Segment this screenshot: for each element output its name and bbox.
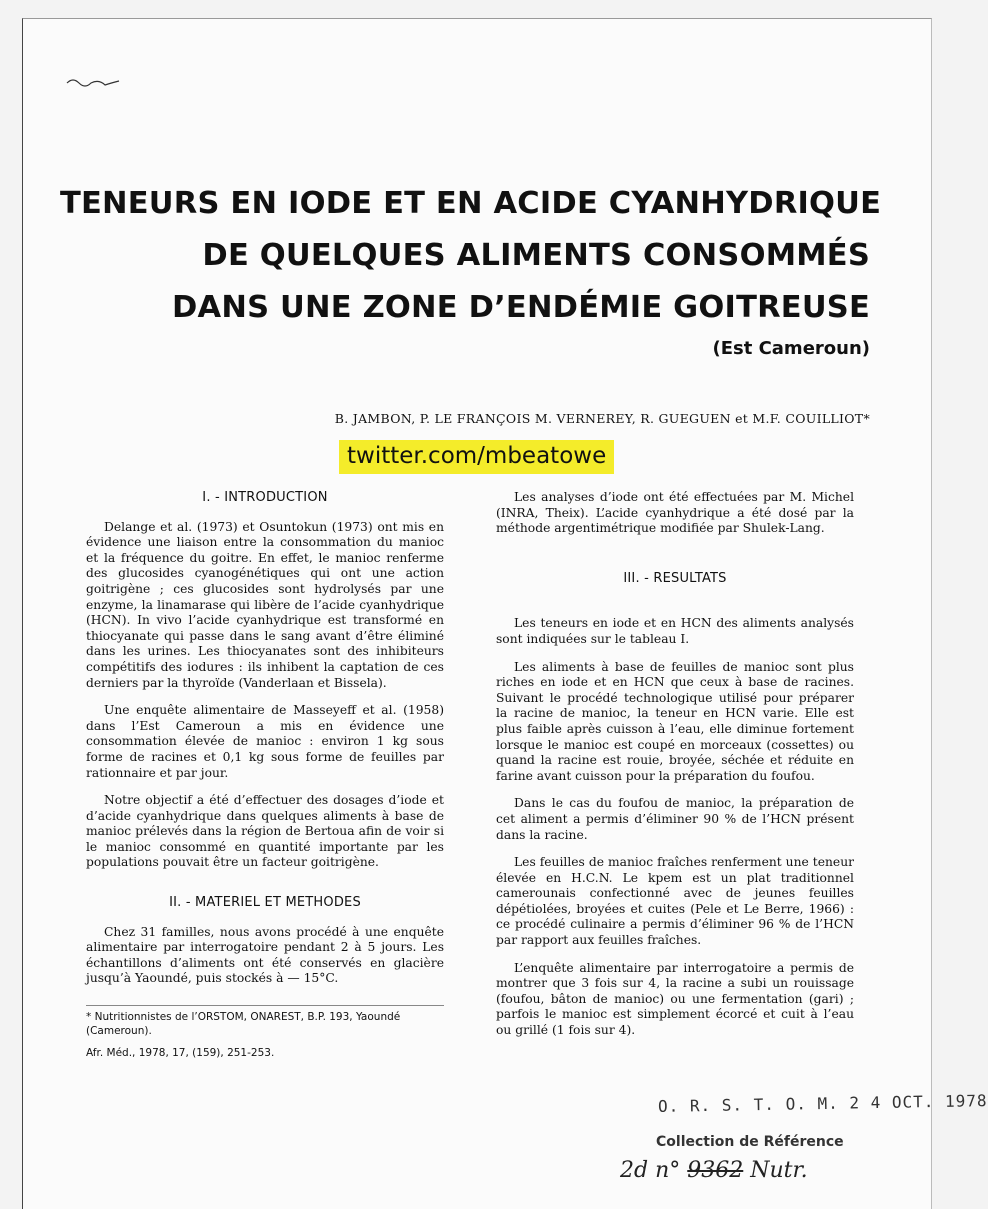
- number-label: n°: [655, 1158, 681, 1183]
- paragraph: Les feuilles de manioc fraîches renferment une teneur élevée en H.C.N. Le kpem est un plat traditionnel camerounais confectionné avec de jeunes feuilles dépétiolées, broyées et cuites (Pele et Le Berre, 1966) : ce procédé culinaire a permis d’éliminer 96 % de l’HCN par rapport aux feuilles fraîches.: [496, 855, 854, 948]
- date-stamp: O. R. S. T. O. M. 2 4 OCT. 1978: [657, 1091, 988, 1116]
- paragraph: Notre objectif a été d’effectuer des dosages d’iode et d’acide cyanhydrique dans quelques aliments à base de manioc prélevés dans la région de Bertoua afin de voir si le manioc consommé en quantité importante par les populations pouvait être un facteur goitrigène.: [86, 793, 444, 870]
- number-suffix: Nutr.: [750, 1158, 808, 1183]
- paragraph: Les teneurs en iode et en HCN des aliments analysés sont indiquées sur le tableau I.: [496, 616, 854, 646]
- footnote: [86, 1005, 444, 1060]
- paragraph: Les analyses d’iode ont été effectuées par M. Michel (INRA, Theix). L’acide cyanhydrique a été dosé par la méthode argentimétrique modifiée par Shulek-Lang.: [496, 490, 854, 536]
- collection-stamp: Collection de Référence: [656, 1134, 844, 1150]
- left-column: [86, 490, 444, 1060]
- authors-line: B. JAMBON, P. LE FRANÇOIS M. VERNEREY, R. GUEGUEN et M.F. COUILLIOT*: [334, 411, 870, 426]
- paragraph: Chez 31 familles, nous avons procédé à une enquête alimentaire par interrogatoire pendant 2 à 5 jours. Les échantillons d’aliments ont été conservés en glacière jusqu’à Yaoundé, puis stockés à — 15°C.: [86, 924, 444, 986]
- title-line-3: DANS UNE ZONE D’ENDÉMIE GOITREUSE: [172, 290, 870, 325]
- paragraph: Delange et al. (1973) et Osuntokun (1973) ont mis en évidence une liaison entre la consommation du manioc et la fréquence du goitre. En effet, le manioc renferme des glucosides cyanogénétiques qui ont une action goitrigène ; ces glucosides sont hydrolysés par une enzyme, la linamarase qui libère de l’acide cyanhydrique (HCN). In vivo l’acide cyanhydrique est transformé en thiocyanate qui passe dans le sang avant d’être éliminé dans les urines. Les thiocyanates sont des inhibiteurs compétitifs des iodures : ils inhibent la captation de ces derniers par la thyroïde (Vanderlaan et Bissela).: [86, 519, 444, 690]
- reference-number-stamp: [620, 1158, 808, 1183]
- twitter-watermark: twitter.com/mbeatowe: [339, 440, 614, 474]
- number-value: 9362: [687, 1158, 744, 1183]
- title-line-2: DE QUELQUES ALIMENTS CONSOMMÉS: [202, 238, 870, 273]
- right-column: [496, 490, 854, 1051]
- article-title: [60, 178, 882, 334]
- title-line-1: TENEURS EN IODE ET EN ACIDE CYANHYDRIQUE: [60, 186, 882, 221]
- paragraph: Dans le cas du foufou de manioc, la préparation de cet aliment a permis d’éliminer 90 % de l’HCN présent dans la racine.: [496, 796, 854, 842]
- section-heading-results: III. - RESULTATS: [623, 570, 727, 586]
- number-prefix: 2d: [620, 1158, 649, 1183]
- journal-reference: Afr. Méd., 1978, 17, (159), 251-253.: [86, 1047, 275, 1060]
- paragraph: Les aliments à base de feuilles de manioc sont plus riches en iode et en HCN que ceux à base de racines. Suivant le procédé technologique utilisé pour préparer la racine de manioc, la teneur en HCN varie. Elle est plus faible après cuisson à l’eau, elle diminue fortement lorsque le manioc est coupé en morceaux (cossettes) ou quand la racine est rouie, broyée, séchée et réduite en farine avant cuisson pour la préparation du foufou.: [496, 659, 854, 783]
- section-heading-methods: II. - MATERIEL ET METHODES: [169, 895, 361, 911]
- paragraph: Une enquête alimentaire de Masseyeff et al. (1958) dans l’Est Cameroun a mis en évidence une consommation élevée de manioc : environ 1 kg sous forme de racines et 0,1 kg sous forme de feuilles par rationnaire et par jour.: [86, 703, 444, 780]
- paragraph: L’enquête alimentaire par interrogatoire a permis de montrer que 3 fois sur 4, la racine a subi un rouissage (foufou, bâton de manioc) ou une fermentation (gari) ; parfois le manioc est simplement écorcé et cuit à l’eau ou grillé (1 fois sur 4).: [496, 960, 854, 1038]
- article-subtitle: (Est Cameroun): [712, 338, 870, 359]
- section-heading-introduction: I. - INTRODUCTION: [202, 490, 328, 505]
- footnote-affiliation: * Nutritionnistes de l’ORSTOM, ONAREST, B.P. 193, Yaoundé (Cameroun).: [86, 1011, 401, 1038]
- handwritten-scribble: [63, 71, 123, 91]
